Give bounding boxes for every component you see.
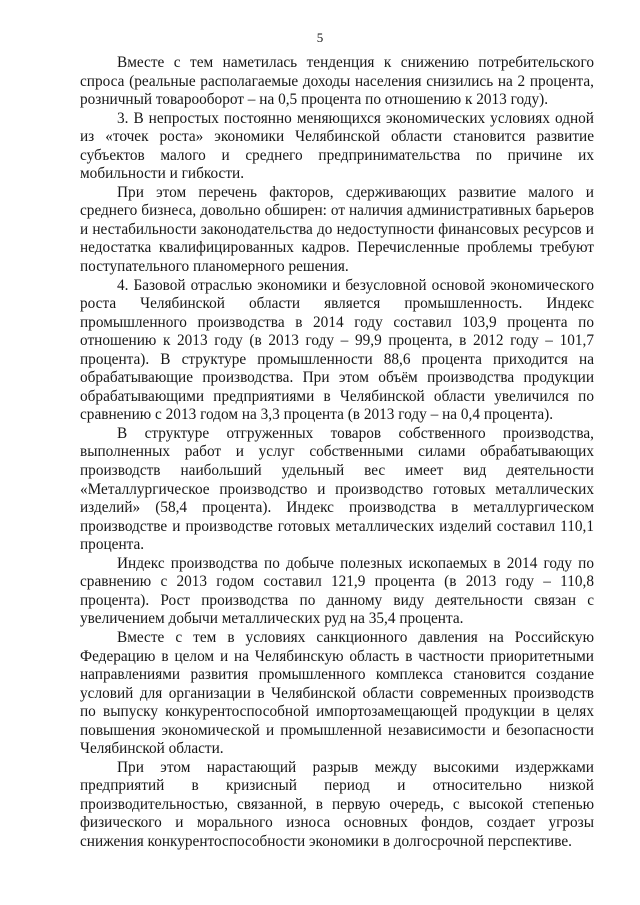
- paragraph-mining-index: Индекс производства по добыче полезных ископаемых в 2014 году по сравнению с 2013 годом составил 121,9 процента (в 2013 году – 110,8 процента). Рост производства по данному виду деятельности связан с увеличением добычи металлических руд на 35,4 процента.: [80, 554, 594, 628]
- paragraph-metallurgy-structure: В структуре отгруженных товаров собственного производства, выполненных работ и услуг собственными силами обрабатывающих производств наибольший удельный вес имеет вид деятельности «Металлургическое производство и производство готовых металлических изделий» (58,4 процента). Индекс производства в металлургическом производстве и производстве готовых металлических изделий составил 110,1 процента.: [80, 424, 594, 554]
- paragraph-consumer-demand: Вместе с тем наметилась тенденция к снижению потребительского спроса (реальные располагаемые доходы населения снизились на 2 процента, розничный товарооборот – на 0,5 процента по отношению к 2013 году).: [80, 54, 594, 109]
- document-body: [80, 54, 594, 852]
- paragraph-small-business-growth: 3. В непростых постоянно меняющихся экономических условиях одной из «точек роста» экономики Челябинской области становится развитие субъектов малого и среднего предпринимательства по причине их мобильности и гибкости.: [80, 109, 594, 183]
- paragraph-industry-index: 4. Базовой отраслью экономики и безусловной основой экономического роста Челябинской области является промышленность. Индекс промышленного производства в 2014 году составил 103,9 процента по отношению к 2013 году (в 2013 году – 99,9 процента, в 2012 году – 101,7 процента). В структуре промышленности 88,6 процента приходится на обрабатывающие производства. При этом объём производства продукции обрабатывающими предприятиями в Челябинской области увеличился по сравнению с 2013 годом на 3,3 процента (в 2013 году – на 0,4 процента).: [80, 276, 594, 424]
- paragraph-productivity-gap: При этом нарастающий разрыв между высокими издержками предприятий в кризисный период и относительно низкой производительностью, связанной, в первую очередь, с высокой степенью физического и морального износа основных фондов, создает угрозы снижения конкурентоспособности экономики в долгосрочной перспективе.: [80, 758, 594, 850]
- paragraph-sanctions-priorities: Вместе с тем в условиях санкционного давления на Российскую Федерацию в целом и на Челябинскую область в частности приоритетными направлениями развития промышленного комплекса становится создание условий для организации в Челябинской области современных производств по выпуску конкурентоспособной импортозамещающей продукции в целях повышения экономической и промышленной независимости и безопасности Челябинской области.: [80, 628, 594, 758]
- paragraph-business-constraints: При этом перечень факторов, сдерживающих развитие малого и среднего бизнеса, довольно обширен: от наличия административных барьеров и нестабильности законодательства до недоступности финансовых ресурсов и недостатка квалифицированных кадров. Перечисленные проблемы требуют поступательного планомерного решения.: [80, 183, 594, 276]
- page-number: 5: [316, 30, 324, 45]
